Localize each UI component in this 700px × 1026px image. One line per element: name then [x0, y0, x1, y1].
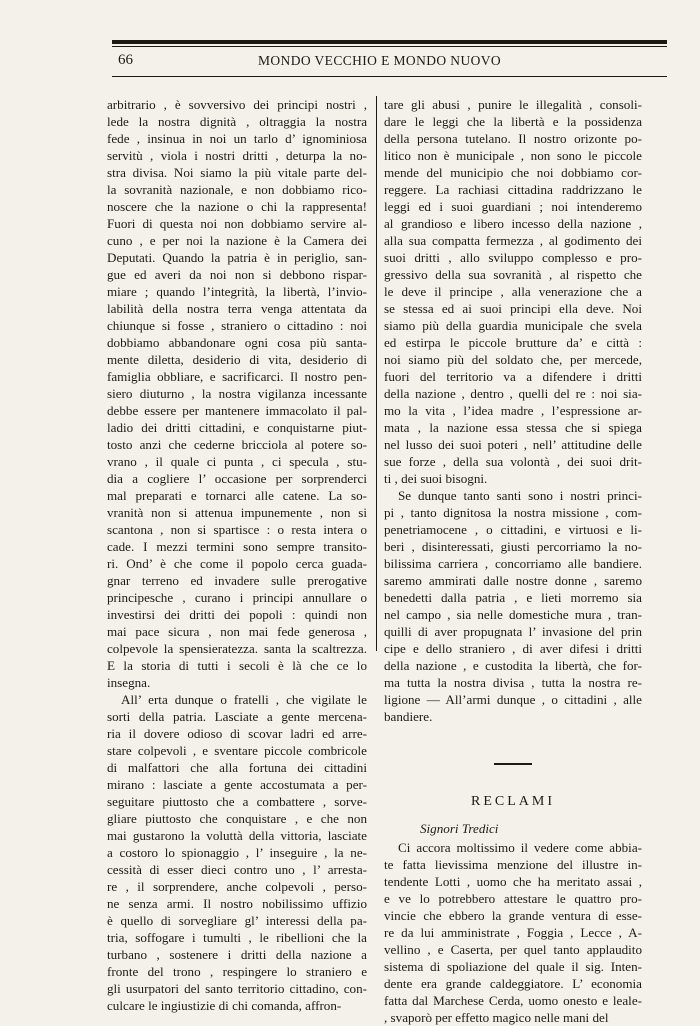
- text-line: turbano , sostenere i dritti della nazione a: [107, 947, 367, 962]
- text-line: dia a cogliere l’ occasione per sorprenderci: [107, 471, 367, 486]
- section-title: RECLAMI: [471, 794, 555, 809]
- text-line: fatta dal Marchese Cerda, uomo onesto e leale-: [384, 993, 642, 1008]
- text-line: stra divisa. Noi siamo la più vitale parte del-: [107, 165, 367, 180]
- text-line: dobbiamo abbandonare ogni cosa più santa-: [107, 335, 367, 350]
- text-line: tendente Lotti , uomo che ha meritato assai ,: [384, 874, 642, 889]
- text-line: di malfattori che alla fortuna dei cittadini: [107, 760, 367, 775]
- text-line: servitù , viola i nostri dritti , deturpa la no-: [107, 148, 367, 163]
- text-line: reggere. La rachiasi cittadina raddrizzano le: [384, 182, 642, 197]
- text-line: cessità di esser dieci contro uno , l’ arresta-: [107, 862, 367, 877]
- text-line: scantona , non si spartisce : o resta intera o: [107, 522, 367, 537]
- text-line: siero diuturno , la nostra vigilanza incessante: [107, 386, 367, 401]
- header-rule-thin: [112, 46, 667, 47]
- text-line: ed estirpa le piccole brutture da’ e città :: [384, 335, 642, 350]
- text-line: dente era grande caldeggiatore. L’ economia: [384, 976, 642, 991]
- text-line: vranità non si attenua impunemente , non si: [107, 505, 367, 520]
- text-line: te fatta lievissima menzione del illustre in-: [384, 857, 642, 872]
- text-line: alla sua compatta fermezza , al godimento dei: [384, 233, 642, 248]
- section-separator: [494, 763, 532, 765]
- text-line: ne senza armi. Il nostro nobilissimo uffizio: [107, 896, 367, 911]
- text-line: culcare le ingiustizie di chi comanda, affron-: [107, 998, 342, 1013]
- column-divider: [376, 96, 377, 651]
- text-line: mal preparati e tornarci alle catene. La so-: [107, 488, 367, 503]
- text-line: a costoro lo spionaggio , l’ inseguire , la ne-: [107, 845, 367, 860]
- text-line: seguitare piuttosto che a combattere , sorve-: [107, 794, 367, 809]
- text-line: noscere che la nazione o chi la rappresenta!: [107, 199, 367, 214]
- text-line: re da lui amministrate , Foggia , Lecce , A-: [384, 925, 642, 940]
- text-line: sistema di spoliazione del quale il sig. Inten-: [384, 959, 642, 974]
- left-column: [107, 96, 367, 1014]
- right-paragraph-3: [384, 839, 642, 1026]
- text-line: al grandioso e libero incesso della nazione ,: [384, 216, 642, 231]
- text-line: , svaporò per effetto magico nelle mani del: [384, 1010, 609, 1025]
- right-column: [384, 96, 642, 1026]
- text-line: leggi ed i suoi guardiani ; noi intenderemo: [384, 199, 642, 214]
- text-line: fede , insinua in noi un tarlo d’ ignominiosa: [107, 131, 367, 146]
- text-line: saremo ammirati dalle nostre donne , saremo: [384, 573, 642, 588]
- text-line: la sovranità nazionale, e non dobbiamo rico-: [107, 182, 367, 197]
- text-line: ria il dovere odioso di scovar ladri ed arre-: [107, 726, 367, 741]
- text-line: E la storia di tutti i secoli è là che ce lo: [107, 658, 367, 673]
- text-line: bilissima carriera , concorriamo alle bandiere.: [384, 556, 642, 571]
- text-line: mente diletta, desiderio di vita, desiderio di: [107, 352, 367, 367]
- text-line: noi siamo più del soldato che, per mercede,: [384, 352, 642, 367]
- text-line: famiglia obbliare, e sacrificarci. Il nostro pen-: [107, 369, 367, 384]
- text-line: vellino , e Caserta, per quel tanto applaudito: [384, 942, 642, 957]
- text-line: ladio dei dritti cittadini, e conquistarne piut-: [107, 420, 367, 435]
- right-paragraph-2: [384, 487, 642, 725]
- text-line: della nazione , e custodita la libertà, che for-: [384, 658, 642, 673]
- text-line: tria, soffogare i tumulti , le ribellioni che la: [107, 930, 367, 945]
- text-line: arbitrario , è sovversivo dei principi nostri ,: [107, 97, 367, 112]
- left-paragraph-1: [107, 96, 367, 691]
- text-line: lede la nostra dignità , oltraggia la nostra: [107, 114, 367, 129]
- text-line: investirsi dei dritti dei popoli : quindi non: [107, 607, 367, 622]
- text-line: le deve il principe , alla venerazione che a: [384, 284, 642, 299]
- text-line: quilli di aver propugnata l’ invasione del prin: [384, 624, 642, 639]
- salutation: Signori Tredici: [420, 821, 499, 836]
- text-line: dare le leggi che la libertà e la possidenza: [384, 114, 642, 129]
- text-line: tare gli abusi , punire le illegalità , consoli-: [384, 97, 642, 112]
- left-paragraph-2: [107, 691, 367, 1014]
- text-line: re , il sorprendere, anche colpevoli , perso-: [107, 879, 367, 894]
- text-line: ma tutta la nostra divisa , tutta la nostra re-: [384, 675, 642, 690]
- text-line: mai pace sicura , non mai fede generosa ,: [107, 624, 367, 639]
- text-line: insegna.: [107, 675, 151, 690]
- text-line: gnar terreno ed invadere sulle prerogative: [107, 573, 367, 588]
- text-line: debbe essere per mantenere immacolato il pal-: [107, 403, 367, 418]
- text-line: ligione — All’armi dunque , o cittadini , alle: [384, 692, 642, 707]
- running-title: MONDO VECCHIO E MONDO NUOVO: [258, 53, 502, 68]
- text-line: suoi dritti , allo sviluppo complesso e pro-: [384, 250, 642, 265]
- text-line: miare ; quando l’integrità, la libertà, l’invio-: [107, 284, 367, 299]
- text-line: mirano : lasciate a gente accostumata a per-: [107, 777, 367, 792]
- text-line: labilità della nostra terra venga attentata da: [107, 301, 367, 316]
- text-line: stare colpevoli , e sventare piccole combricole: [107, 743, 367, 758]
- text-line: nel campo , sia nelle domestiche mura , tran-: [384, 607, 642, 622]
- text-line: sue forze , della sua volontà , dei suoi drit-: [384, 454, 642, 469]
- text-line: Se dunque tanto santi sono i nostri princi-: [398, 488, 642, 503]
- text-line: se stessa ed ai suoi principi ella deve. Noi: [384, 301, 642, 316]
- text-line: gli usurpatori del santo territorio cittadino, con-: [107, 981, 367, 996]
- text-line: principesche , curano i principi annullare o: [107, 590, 367, 605]
- text-line: vrano , il quale ci punta , ci specula , stu-: [107, 454, 367, 469]
- text-line: mende del municipio che noi dobbiamo cor-: [384, 165, 642, 180]
- text-line: fuori del territorio va a difendere i dritti: [384, 369, 642, 384]
- text-line: siamo più della guardia municipale che svela: [384, 318, 642, 333]
- text-line: vincie che ebbero la grande ventura di esse-: [384, 908, 642, 923]
- text-line: tosto anzi che cederne bricciola al potere so-: [107, 437, 367, 452]
- text-line: All’ erta dunque o fratelli , che vigilate le: [121, 692, 367, 707]
- text-line: fronte del trono , respingere lo straniero e: [107, 964, 367, 979]
- text-line: bandiere.: [384, 709, 433, 724]
- page-number: 66: [118, 52, 133, 68]
- text-line: benedetti dalla patria , e lieti morremo sia: [384, 590, 642, 605]
- text-line: litico non è municipale , non sono le piccole: [384, 148, 642, 163]
- text-line: colpevole la spensieratezza. santa la scaltrezza.: [107, 641, 367, 656]
- text-line: gliare piuttosto che conquistare , e che non: [107, 811, 367, 826]
- text-line: sorti della patria. Lasciate a gente mercena-: [107, 709, 367, 724]
- text-line: Ci accora moltissimo il vedere come abbia-: [398, 840, 642, 855]
- right-paragraph-1: [384, 96, 642, 487]
- text-line: è quello di sorvegliare gl’ interessi della pa-: [107, 913, 367, 928]
- text-line: cade. I mezzi termini sono sempre transito-: [107, 539, 367, 554]
- header-rule-thick: [112, 40, 667, 44]
- text-line: nel lusso dei suoi poteri , nell’ attitudine delle: [384, 437, 642, 452]
- text-line: cipe e dello straniero , di aver difesi i dritti: [384, 641, 642, 656]
- header-rule-bottom: [112, 76, 667, 77]
- text-line: chiunque si fosse , straniero o cittadino : noi: [107, 318, 367, 333]
- text-line: mai gustarono la voluttà della vittoria, lasciate: [107, 828, 367, 843]
- text-line: della persona tutelano. Il nostro orizonte po-: [384, 131, 642, 146]
- text-line: mata , la nazione essa stessa che si spiega: [384, 420, 642, 435]
- text-line: beri , disinteressati, giusti percorriamo la no-: [384, 539, 642, 554]
- text-line: Fuori di questa noi non dobbiamo servire al-: [107, 216, 367, 231]
- text-line: gue ed averi da noi non si debbono rispar-: [107, 267, 367, 282]
- text-line: cuno , e per noi la nazione è la Camera dei: [107, 233, 367, 248]
- text-line: gressivo della sua sovranità , al rispetto che: [384, 267, 642, 282]
- text-line: ri. Ond’ è che come il popolo cerca guada-: [107, 556, 367, 571]
- text-line: della nazione , dentro , quelli del re : noi sia-: [384, 386, 642, 401]
- text-line: pi , tanto dignitosa la nostra missione , com-: [384, 505, 642, 520]
- text-line: ti , dei suoi bisogni.: [384, 471, 488, 486]
- text-line: e ve lo potrebbero attestare le quattro pro-: [384, 891, 642, 906]
- text-line: Deputati. Quando la patria è in periglio, san-: [107, 250, 367, 265]
- text-line: mo la vita , l’idea madre , l’espressione ar-: [384, 403, 642, 418]
- text-line: penetriamocene , o cittadini, e virtuosi e li-: [384, 522, 642, 537]
